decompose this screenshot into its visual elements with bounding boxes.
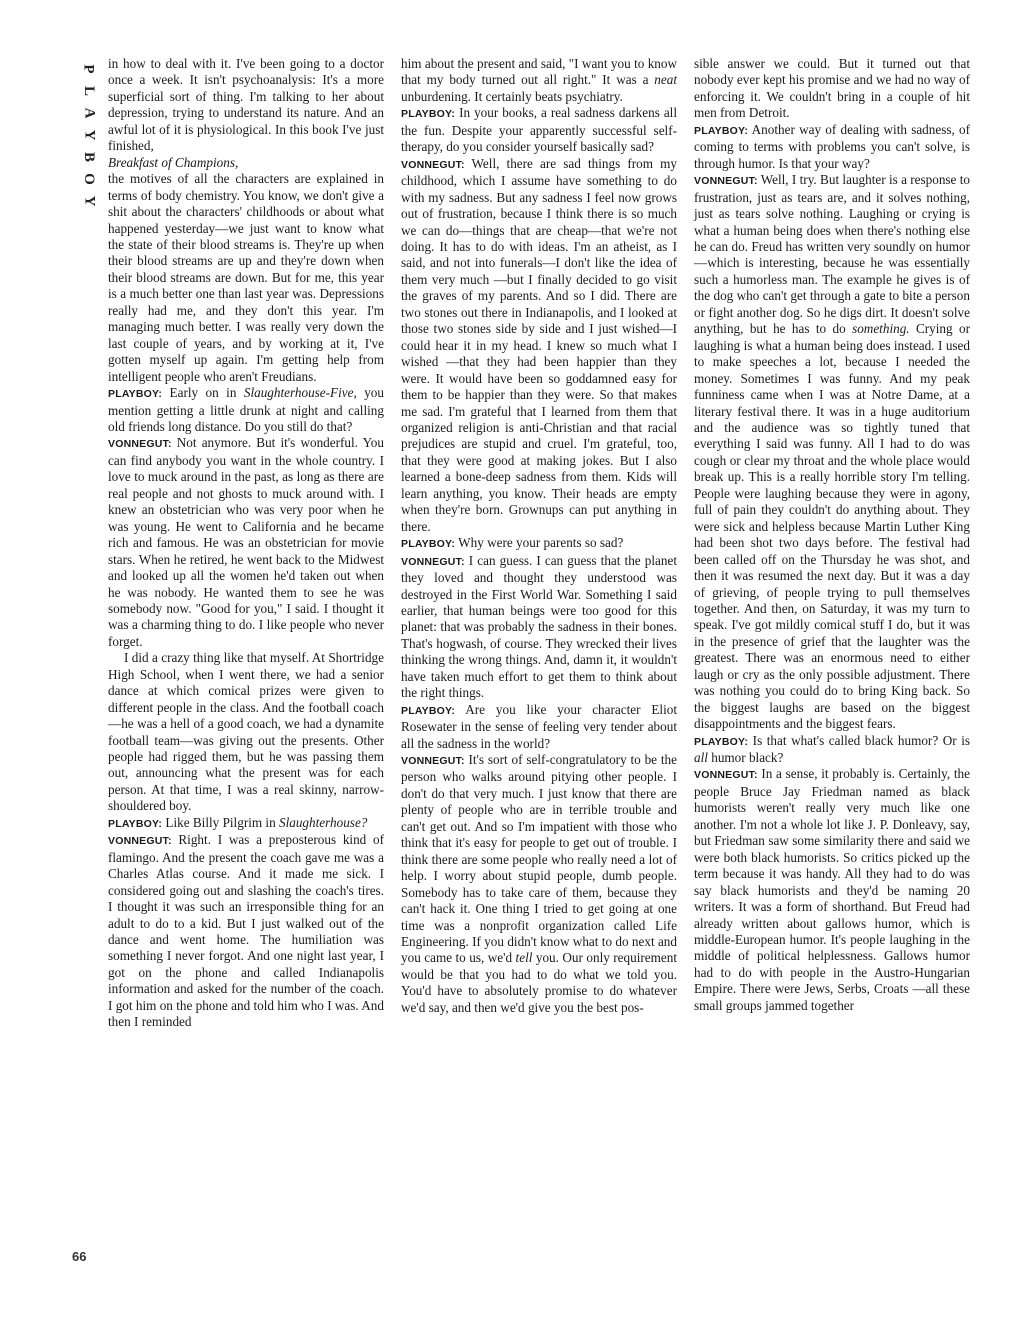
speaker-label: PLAYBOY: [694, 124, 749, 137]
speaker-label: VONNEGUT: [401, 755, 465, 768]
body-text: Well, there are sad things from my childhood, which I assume have something to do with my sadness. But any sadness I feel now grows out of frustration, because I think there is so much we can do—things that are cheap—that we're not doing. It has to do with ideas. I'm an atheist, as I said, and not into funerals—I don't like the idea of them very much —but I finally decided to go visit the graves of my parents. And so I did. There are two stones out there in Indianapolis, and I looked at those two stones side by side and I just wished—I could hear it in my head. I knew so much what I wished —that they had been happier than they were. It would have been so goddamned easy for them to be happier than they were. So that makes me sad. I'm grateful that I learned from them that organized religion is anti-Christian and that racial prejudices are stupid and cruel. I'm grateful, too, that they were good at making jokes. But I also learned a bone-deep sadness from them. Kids will learn anything, you know. Their heads are empty when they're born. Grownups can put anything in there. [401, 155, 677, 534]
speaker-label: PLAYBOY: [694, 735, 749, 748]
masthead-letter: Y [81, 195, 97, 207]
paragraph [401, 156, 677, 535]
speaker-label: VONNEGUT: [401, 158, 465, 171]
body-text: In a sense, it probably is. Certainly, the people Bruce Jay Friedman named as black humorists weren't really very much like one another. I'm not a whole lot like J. P. Donleavy, say, but Friedman saw some similarity there and said we were both black humorists. So critics picked up the term because it was handy. All they had to do was say black humorists and they'd be naming 20 writers. It was a form of shorthand. But Freud had already written about gallows humor, which is middle-European humor. It's people laughing in the middle of political helplessness. Gallows humor had to do with people in the Austro-Hungarian Empire. There were Jews, Serbs, Croats —all these small groups jammed together [694, 766, 970, 1013]
paragraph [108, 435, 384, 650]
speaker-label: VONNEGUT: [108, 438, 172, 451]
italic-text: something. [852, 321, 910, 337]
masthead-letter: L [80, 85, 97, 97]
masthead-letter: O [80, 173, 97, 185]
body-text: Is that what's called black humor? Or is [748, 732, 970, 748]
paragraph [694, 172, 970, 732]
speaker-label: PLAYBOY: [108, 817, 163, 830]
paragraph [108, 171, 384, 385]
body-text: Crying or laughing is what a human being does instead. I used to make speeches a lot, because I needed the money. Sometimes I was funny. And my peak funniness came when I was at Notre Dame, at a literary festival there. It was in a huge auditorium and the audience was so tightly tuned that everything I said was funny. All I had to do was cough or clear my throat and the whole place would break up. This is a really horrible story I'm telling. People were laughing because they were in agony, full of pain they couldn't do anything about. They were sick and helpless because Martin Luther King had been shot two days before. The festival had been called off on the Thursday he was shot, and then it was resumed the next day. But it was a day of grieving, of people trying to pull themselves together. And then, on Saturday, it was my turn to speak. I've got mildly comical stuff I do, but it was in the presence of grief that the laughter was the greatest. There was an enormous need to either laugh or cry as the only possible adjustment. There was nothing you could do to bring King back. So the biggest laughs are based on the biggest disappointments and the biggest fears. [694, 321, 970, 732]
body-text: Not anymore. But it's wonderful. You can find anybody you want in the whole country. I love to muck around in the past, as long as there are real people and not ghosts to muck around with. I knew an obstetrician who was very poor when he was young. He went to California and he became rich and famous. He was an obstetrician for movie stars. When he retired, he went back to the Midwest and looked up all the women he'd taken out when he was nobody. He wanted them to see he was somebody now. "Good for you," I said. I thought it was a charming thing to do. I like people who never forget. [108, 435, 384, 649]
magazine-masthead [78, 58, 100, 212]
italic-text: Slaughterhouse-Five, [243, 385, 357, 401]
speaker-label: PLAYBOY: [401, 538, 456, 551]
body-text: humor black? [707, 750, 784, 766]
paragraph [401, 535, 677, 552]
body-text: in how to deal with it. I've been going to a doctor once a week. It isn't psychoanalysis: It's a more superficial sort of thing. I'm talking to her about depression, trying to understand its nature. And an awful lot of it is physiological. In this book I've just finished, [108, 56, 384, 154]
body-text: Like Billy Pilgrim in [162, 814, 279, 830]
speaker-label: VONNEGUT: [108, 835, 172, 848]
paragraph [401, 752, 677, 1016]
body-text: sible answer we could. But it turned out that nobody ever kept his promise and we had no way of enforcing it. We couldn't bring in a couple of hit men from Detroit. [694, 56, 970, 121]
paragraph [401, 56, 677, 105]
italic-text: neat [654, 72, 677, 88]
speaker-label: VONNEGUT: [694, 175, 758, 188]
body-text: you. Our only requirement would be that you had to do what we told you. You'd have to absolutely promise to do whatever we'd say, and then we'd give you the best pos- [401, 950, 677, 1015]
body-text: you mention getting a little drunk at night and calling old friends long distance. Do you still do that? [108, 385, 384, 434]
italic-text: Breakfast of Champions, [108, 154, 239, 170]
paragraph [401, 105, 677, 155]
text-column-2 [401, 56, 677, 1016]
body-text: Why were your parents so sad? [455, 535, 624, 551]
speaker-label: PLAYBOY: [108, 388, 163, 401]
body-text: Well, I try. But laughter is a response to frustration, just as tears are, and it solves nothing, just as tears solve nothing. Laughing or crying is what a human being does when there's nothing else he can do. Freud has written very soundly on humor—which is interesting, because he was essentially such a humorless man. The example he gives is of the dog who can't get through a gate to bite a person or fight another dog. So he digs dirt. It doesn't solve anything, but he has to do [694, 172, 970, 337]
paragraph [401, 702, 677, 752]
body-text: Are you like your character Eliot Rosewater in the sense of feeling very tender about all the sadness in the world? [401, 701, 677, 751]
body-text: I can guess. I can guess that the planet they loved and thought they understood was destroyed in the First World War. Something I said earlier, that human beings were too good for this planet: that was probably the sadness in their bones. That's hogwash, of course. They wrecked their lives thinking the wrong things. And, damn it, it wouldn't have taken much effort to get them to think about the right things. [401, 552, 677, 701]
body-text: In your books, a real sadness darkens all the fun. Despite your apparently successful self-therapy, do you consider yourself basically sad? [401, 105, 677, 155]
masthead-letter: Y [81, 129, 97, 141]
paragraph [694, 766, 970, 1014]
speaker-label: PLAYBOY: [401, 108, 456, 121]
speaker-label: PLAYBOY: [401, 704, 456, 717]
paragraph [108, 650, 384, 815]
body-text: It's sort of self-congratulatory to be the person who walks around pitying other people. I don't do that very much. I just know that there are plenty of people who are in terrible trouble and can't get out. And so I'm impatient with those who think that it's easy for people to get out of trouble. I think there are some people who really need a lot of help. I worry about stupid people, dumb people. Somebody has to take care of them, because they can't hack it. One thing I tried to get going at one time was a nonprofit organization called Life Engineering. If you didn't know what to do next and you came to us, we'd [401, 752, 677, 966]
text-column-3 [694, 56, 970, 1014]
masthead-letter: B [80, 151, 97, 163]
body-text: Right. I was a preposterous kind of flamingo. And the present the coach gave me was a Charles Atlas course. And it made me sick. I considered going out and slashing the coach's tires. I thought it was such an irresponsible thing for an adult to do to a kid. But I just walked out of the dance and went home. The humiliation was something I never forgot. And one night last year, I got on the phone and called Indianapolis information and asked for the number of the coach. I got him on the phone and told him who I was. And then I reminded [108, 832, 384, 1030]
body-text: the motives of all the characters are explained in terms of body chemistry. You know, we don't give a shit about the characters' childhoods or about what happened yesterday—we just want to know what the state of their blood streams is. They're up when their blood streams are up and they're down when their blood streams are down. But for me, this year is a much better one than last year was. Depressions really had me, and they don't this year. I'm managing much better. I was really very down the last couple of years, and by working at it, I've gotten myself up again. I'm getting help from intelligent people who aren't Freudians. [108, 171, 384, 384]
paragraph [108, 385, 384, 435]
body-text: Early on in [162, 385, 244, 401]
text-column-1 [108, 56, 384, 1031]
speaker-label: VONNEGUT: [401, 555, 465, 568]
body-text: Another way of dealing with sadness, of coming to terms with problems you can't solve, is through humor. Is that your way? [694, 121, 970, 171]
paragraph [108, 56, 384, 155]
body-text: unburdening. It certainly beats psychiatry. [401, 88, 623, 104]
paragraph [694, 56, 970, 122]
page-number: 66 [72, 1249, 87, 1264]
masthead-letter: A [81, 107, 97, 119]
paragraph [694, 122, 970, 172]
italic-text: tell [515, 950, 533, 966]
paragraph [108, 155, 384, 171]
italic-text: all [694, 750, 708, 766]
italic-text: Slaughterhouse? [278, 814, 368, 830]
paragraph [108, 832, 384, 1030]
paragraph [401, 553, 677, 702]
paragraph [108, 815, 384, 832]
speaker-label: VONNEGUT: [694, 769, 758, 782]
body-text: I did a crazy thing like that myself. At Shortridge High School, when I went there, we had a senior dance at which comical prizes were given to different people in the class. And the football coach—he was a hell of a good coach, we had a dynamite football team—was giving out the presents. Other people had rigged them, but he was passing them out, announcing what the present was for each person. At that time, I was a real skinny, narrow-shouldered boy. [108, 650, 384, 814]
paragraph [694, 733, 970, 767]
body-text: him about the present and said, "I want you to know that my body turned out all right." It was a [401, 56, 677, 88]
masthead-letter: P [80, 64, 97, 74]
